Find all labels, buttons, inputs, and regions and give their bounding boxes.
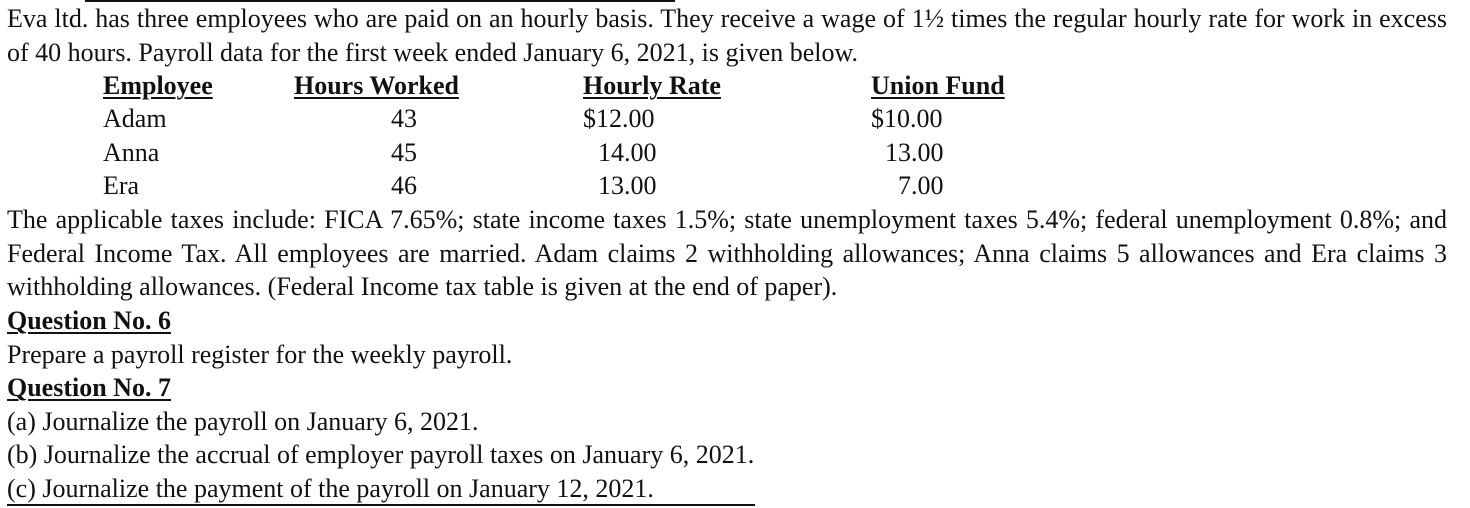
row-adam-employee: Adam (103, 104, 167, 134)
row-anna-hours: 45 (391, 138, 417, 168)
row-era-employee: Era (103, 171, 140, 201)
question-7-item-b: (b) Journalize the accrual of employer payroll taxes on January 6, 2021. (7, 440, 755, 470)
bottom-rule (7, 504, 755, 506)
row-era-union: 7.00 (898, 171, 944, 201)
question-7-item-a: (a) Journalize the payroll on January 6, 2021. (7, 406, 479, 436)
row-adam-rate: $12.00 (583, 104, 655, 134)
header-union-fund: Union Fund (871, 71, 1005, 101)
taxes-paragraph: The applicable taxes include: FICA 7.65%; state income taxes 1.5%; state unemployment taxes 5.4%; federal unemployment 0.8%; and Federal Income Tax. All employees are married. Adam claims 2 withholding allowances; Anna claims 5 allowances and Era claims 3 withholding allowances. (Federal Income tax table is given at the end of paper). (7, 205, 1447, 302)
document-page (7, 0, 1447, 506)
payroll-data-table (7, 69, 1447, 203)
row-adam-hours: 43 (391, 104, 417, 134)
question-7-item-c: (c) Journalize the payment of the payroll on January 12, 2021. (7, 473, 654, 503)
question-6-text: Prepare a payroll register for the weekly payroll. (7, 339, 513, 369)
row-anna-union: 13.00 (885, 138, 944, 168)
question-6-title: Question No. 6 (7, 305, 171, 335)
row-anna-rate: 14.00 (598, 138, 657, 168)
row-anna-employee: Anna (103, 138, 160, 168)
header-hours-worked: Hours Worked (294, 71, 459, 101)
row-era-rate: 13.00 (598, 171, 657, 201)
header-hourly-rate: Hourly Rate (583, 71, 721, 101)
row-era-hours: 46 (391, 171, 417, 201)
header-employee: Employee (103, 71, 213, 101)
row-adam-union: $10.00 (871, 104, 943, 134)
question-7-title: Question No. 7 (7, 373, 171, 403)
intro-paragraph: Eva ltd. has three employees who are paid on an hourly basis. They receive a wage of 1½ times the regular hourly rate for work in excess of 40 hours. Payroll data for the first week ended January 6, 2021, is given below. (7, 4, 1447, 67)
